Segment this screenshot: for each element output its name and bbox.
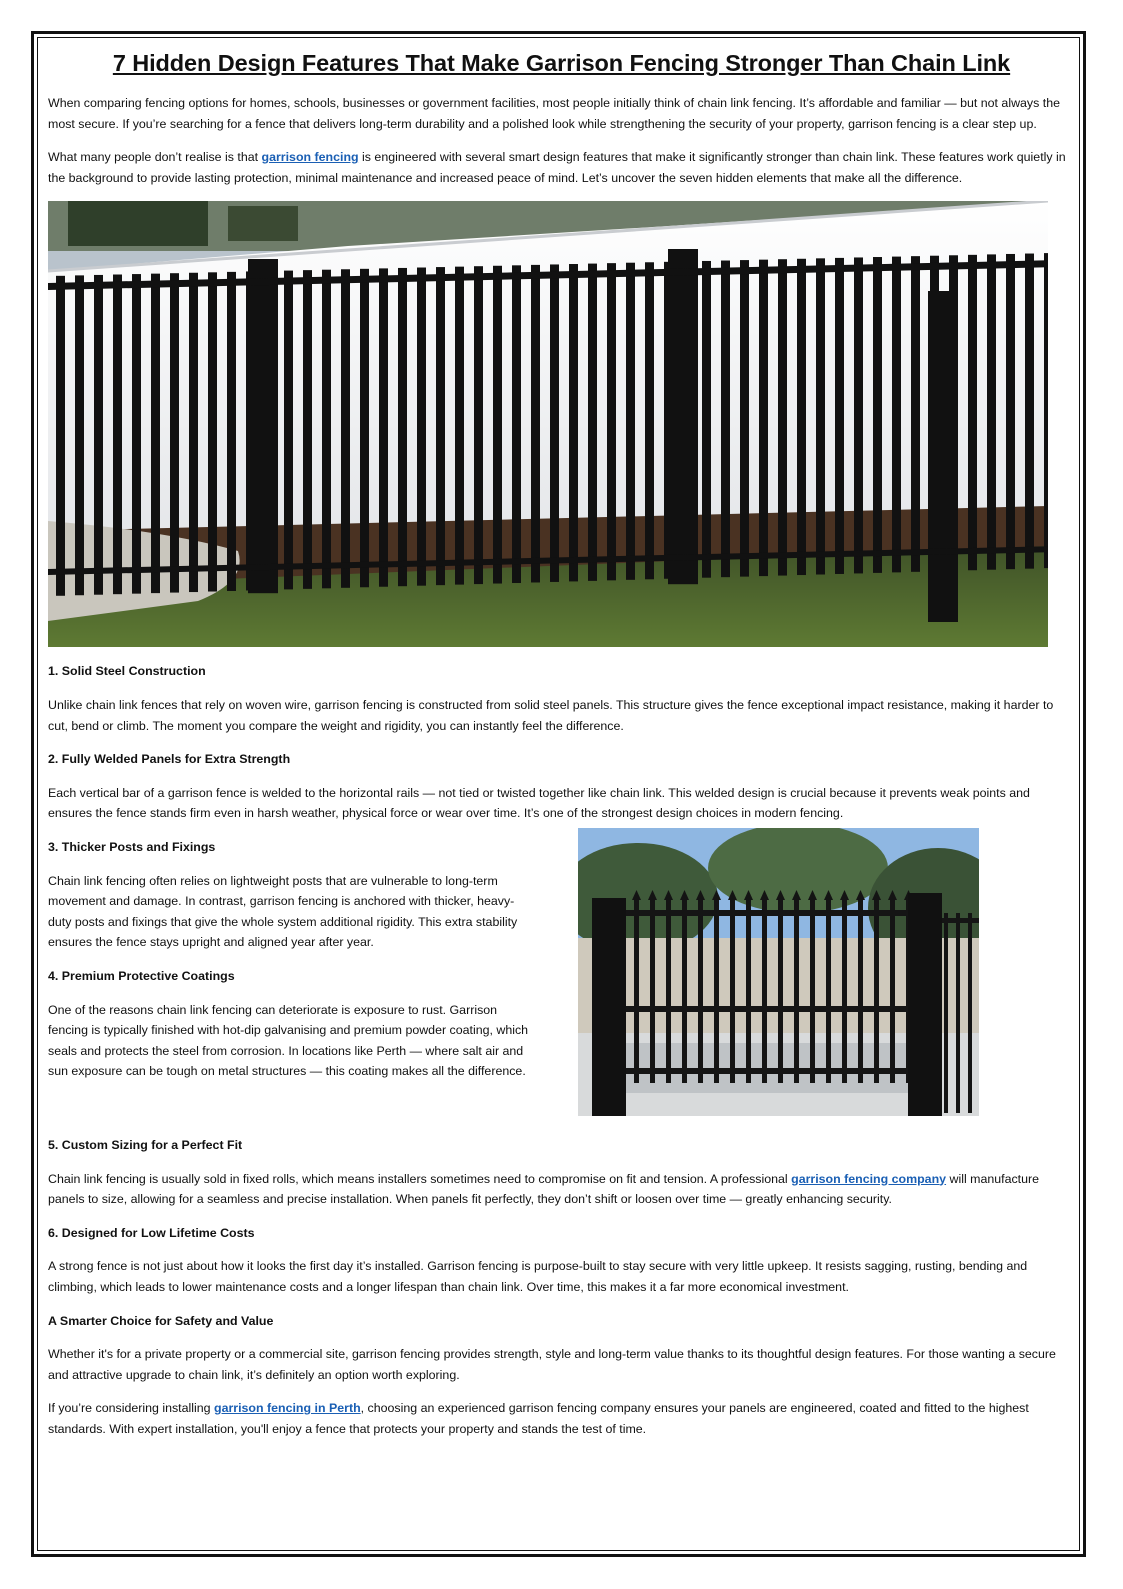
black-fence-photo — [48, 201, 1048, 647]
intro-paragraph-1: When comparing fencing options for homes, schools, businesses or government facilities, most people initially think of chain link fencing. It’s affordable and familiar — but not always the most secure. If you’re searching for a fence that delivers long-term durability and a polished look while strengthening the security of your property, garrison fencing is a clear step up. — [48, 96, 1060, 131]
section-4-heading: 4. Premium Protective Coatings — [48, 968, 235, 983]
garrison-fencing-company-link[interactable]: garrison fencing company — [791, 1171, 947, 1186]
conclusion-heading: A Smarter Choice for Safety and Value — [48, 1313, 274, 1328]
section-5-heading: 5. Custom Sizing for a Perfect Fit — [48, 1137, 243, 1152]
section-6-heading: 6. Designed for Low Lifetime Costs — [48, 1225, 255, 1240]
section-1-body: Unlike chain link fences that rely on woven wire, garrison fencing is constructed from solid steel panels. This structure gives the fence exceptional impact resistance, making it harder to cut, bend or climb. The moment you compare the weight and rigidity, you can instantly feel the difference. — [48, 697, 1054, 733]
conclusion-body: Whether it's for a private property or a commercial site, garrison fencing provides strength, style and long-term value thanks to its thoughtful design features. For those wanting a secure and attractive upgrade to chain link, it’s definitely an option worth exploring. — [48, 1347, 1056, 1382]
section-3-heading: 3. Thicker Posts and Fixings — [48, 839, 216, 854]
intro-paragraph-2: What many people don’t realise is that garrison fencing is engineered with several smart design features that make it significantly stronger than chain link. These features work quietly in the background to provide lasting protection, minimal maintenance and increased peace of mind. Let’s uncover the seven hidden elements that make all the difference. — [48, 150, 1066, 185]
article-title: 7 Hidden Design Features That Make Garrison Fencing Stronger Than Chain Link — [112, 50, 1011, 76]
section-2-heading: 2. Fully Welded Panels for Extra Strength — [48, 752, 291, 767]
black-gate-photo — [578, 828, 979, 1116]
section-4-body: One of the reasons chain link fencing can deteriorate is exposure to rust. Garrison fencing is typically finished with hot-dip galvanising and premium powder coating, which seals and protects the steel from corrosion. In locations like Perth — where salt air and sun exposure can be tough on metal structures — this coating makes all the difference. — [48, 1002, 529, 1079]
section-1-heading: 1. Solid Steel Construction — [48, 664, 206, 679]
section-2-body: Each vertical bar of a garrison fence is welded to the horizontal rails — not tied or twisted together like chain link. This welded design is crucial because it prevents weak points and ensures the fence stands firm even in harsh weather, physical force or wear over time. It’s one of the strongest design choices in modern fencing. — [48, 785, 1030, 821]
closing-paragraph: If you’re considering installing garrison fencing in Perth, choosing an experienced garrison fencing company ensures your panels are engineered, coated and fitted to the highest standards. With expert installation, you'll enjoy a fence that protects your property and stands the test of time. — [48, 1401, 1029, 1436]
section-6-body: A strong fence is not just about how it looks the first day it’s installed. Garrison fencing is purpose-built to stay secure with very little upkeep. It resists sagging, rusting, bending and climbing, which leads to lower maintenance costs and a longer lifespan than chain link. Over time, this makes it a far more economical investment. — [48, 1259, 1028, 1294]
garrison-fencing-perth-link[interactable]: garrison fencing in Perth — [214, 1401, 361, 1416]
article — [48, 44, 1075, 1452]
garrison-fencing-link[interactable]: garrison fencing — [261, 150, 359, 165]
section-3-4-text — [48, 837, 532, 1082]
section-3-body: Chain link fencing often relies on lightweight posts that are vulnerable to long-term movement and damage. In contrast, garrison fencing is anchored with thicker, heavy-duty posts and fixings that give the whole system additional rigidity. This extra stability ensures the fence stays upright and aligned year after year. — [48, 873, 518, 950]
section-5-body: Chain link fencing is usually sold in fixed rolls, which means installers sometimes need to compromise on fit and tension. A professional garrison fencing company will manufacture panels to size, allowing for a seamless and precise installation. When panels fit perfectly, they don’t shift or loosen over time — greatly enhancing security. — [48, 1171, 1040, 1207]
section-3-4-row — [48, 837, 1075, 1135]
